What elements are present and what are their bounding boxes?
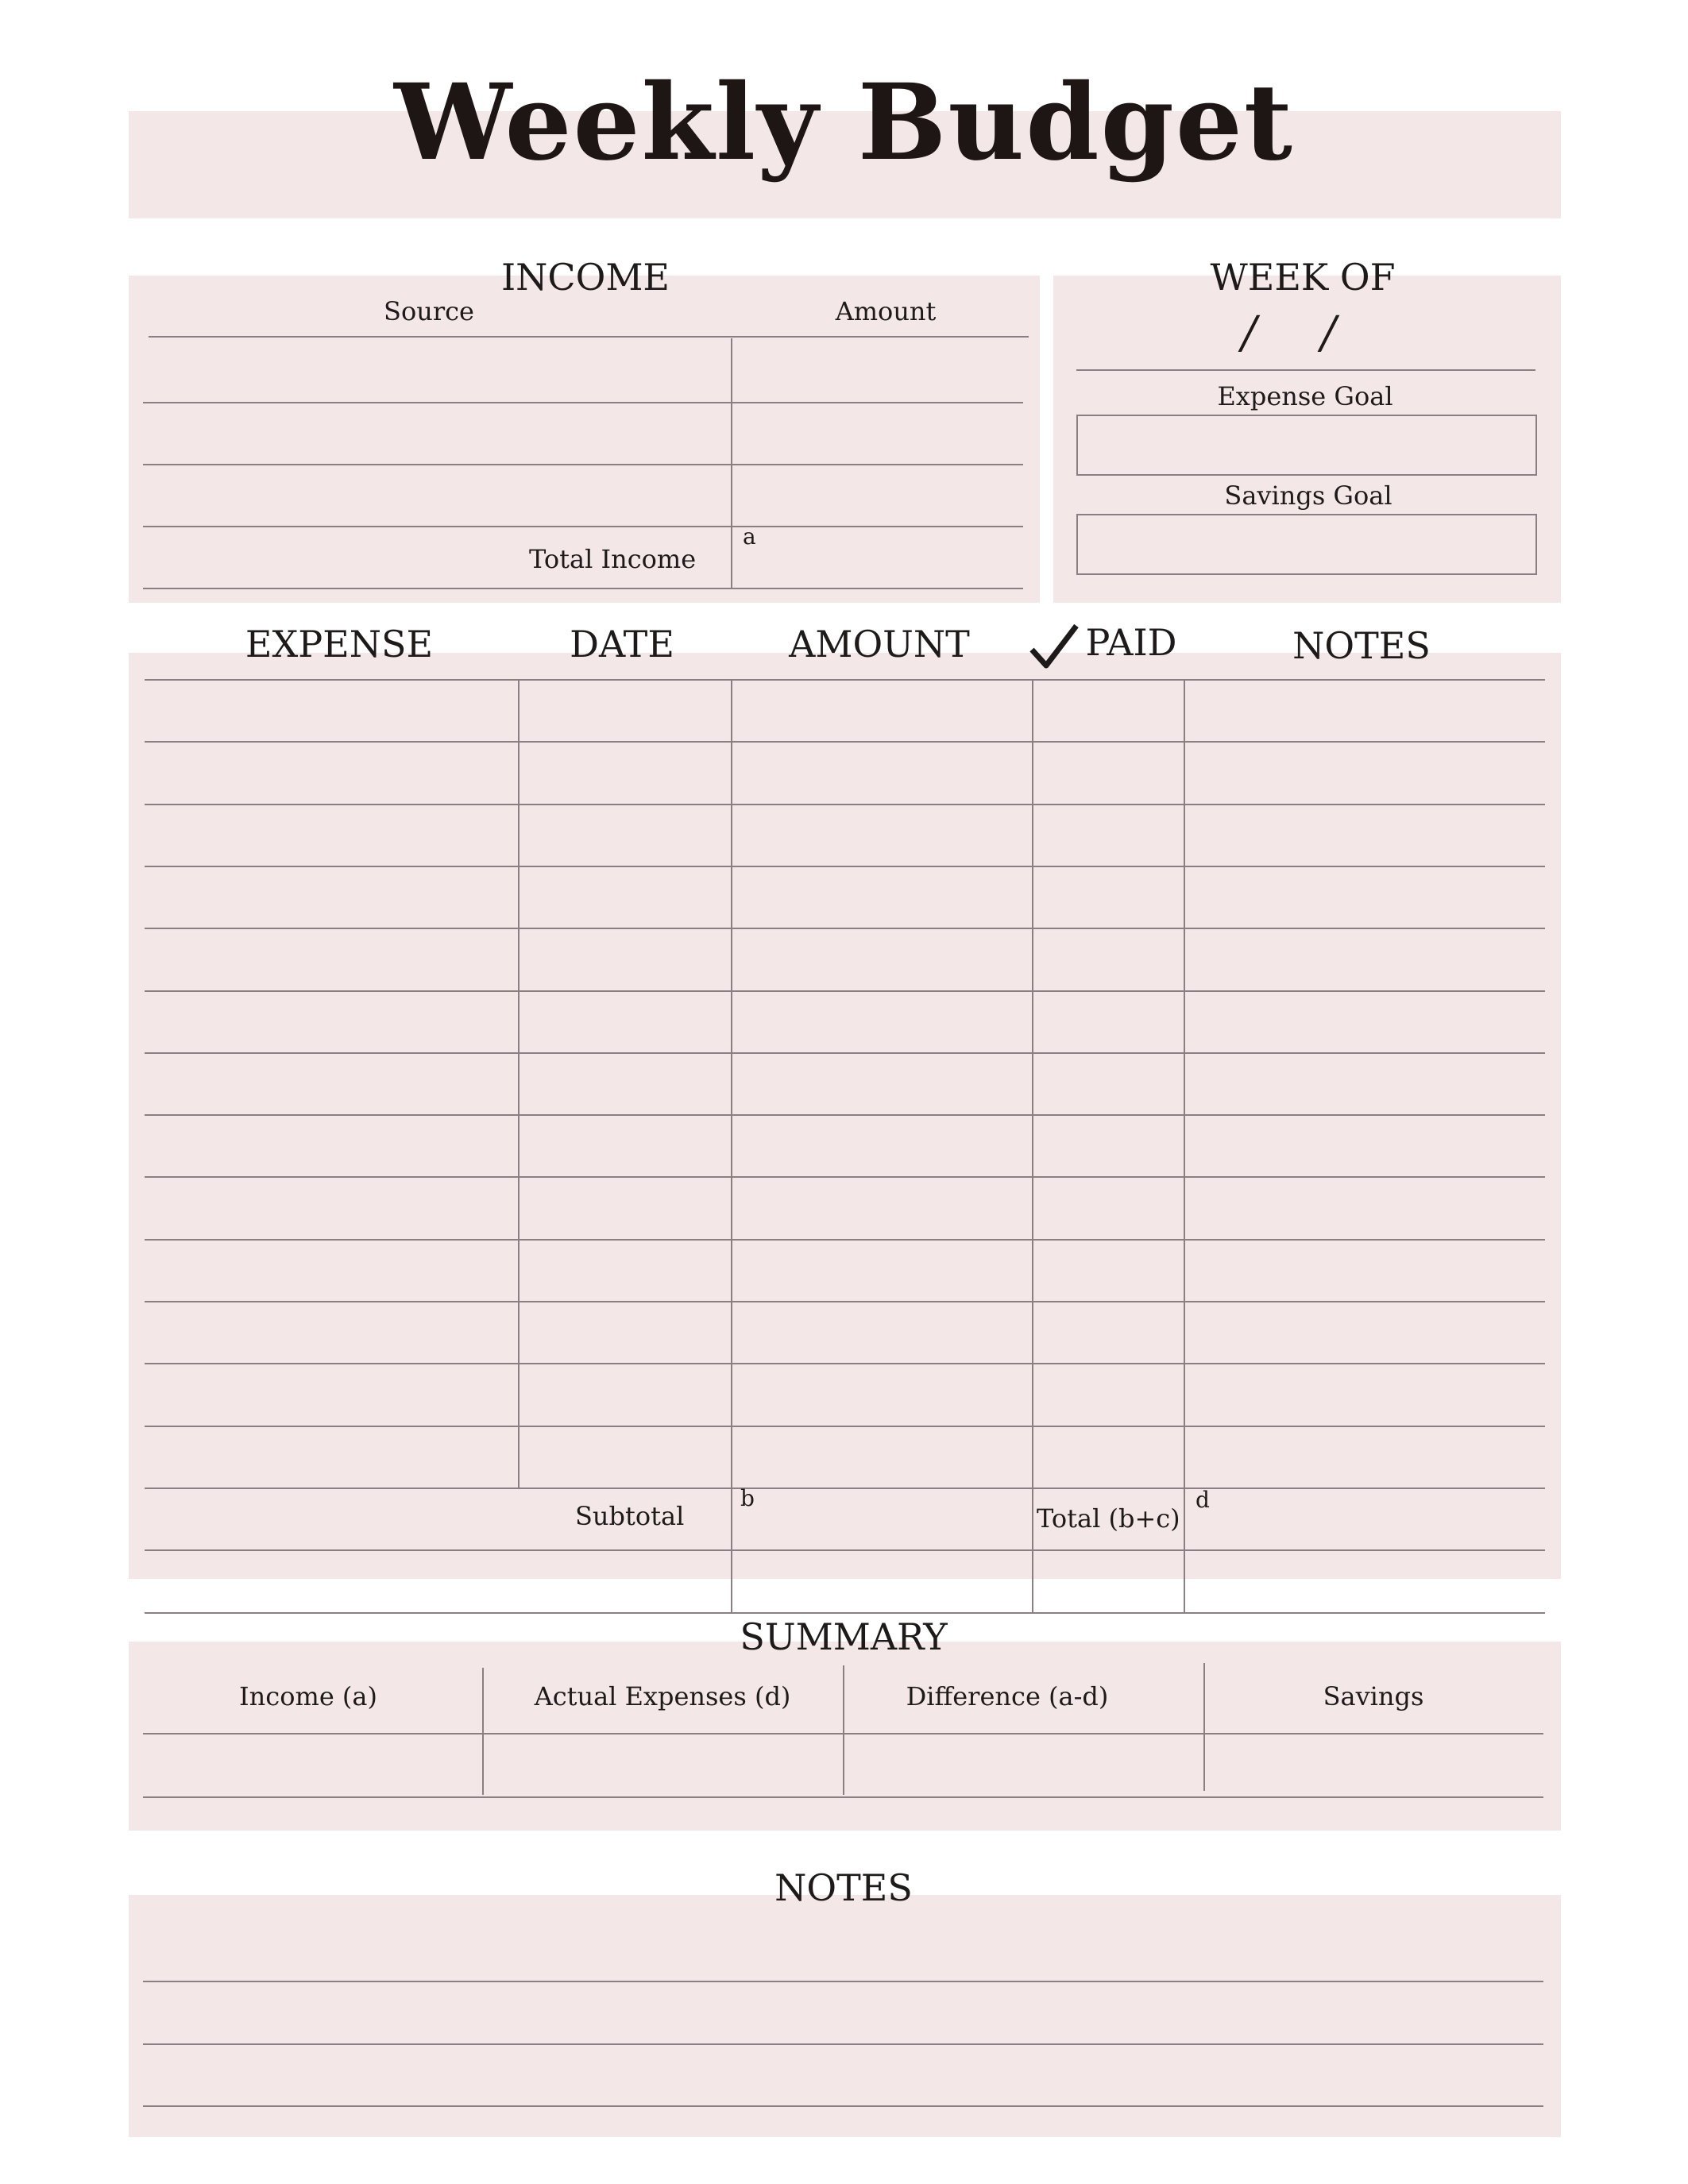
expense-row-line (145, 1363, 1545, 1364)
week-date-rule (1076, 369, 1535, 371)
expense-col-divider (1032, 679, 1033, 1612)
summary-heading: SUMMARY (740, 1615, 948, 1658)
income-row-line (143, 526, 1023, 527)
expense-row-line (145, 1114, 1545, 1116)
expenses-col-expense: EXPENSE (245, 623, 434, 666)
expense-goal-label: Expense Goal (1217, 381, 1393, 411)
income-col-source: Source (384, 296, 474, 326)
summary-header-rule (143, 1733, 1543, 1734)
expense-row-line (145, 866, 1545, 867)
notes-panel (129, 1895, 1561, 2137)
income-total-marker: a (743, 523, 756, 550)
expense-goal-field[interactable] (1076, 415, 1537, 476)
expenses-col-notes: NOTES (1292, 624, 1431, 667)
summary-divider (1203, 1663, 1205, 1791)
expense-row-line (145, 990, 1545, 992)
expenses-col-date: DATE (570, 623, 674, 666)
checkmark-icon (1029, 621, 1080, 681)
income-total-label: Total Income (529, 544, 697, 574)
expenses-subtotal-marker: b (740, 1485, 755, 1511)
expense-row-line (145, 1301, 1545, 1302)
expense-row-line (145, 928, 1545, 929)
income-heading: INCOME (500, 256, 670, 299)
summary-row-rule (143, 1796, 1543, 1798)
summary-col-savings: Savings (1323, 1681, 1424, 1711)
summary-divider (482, 1668, 484, 1795)
summary-divider (843, 1665, 844, 1795)
expenses-subtotal-label: Subtotal (575, 1501, 685, 1531)
week-date-sep-2: / (1321, 307, 1336, 359)
income-row-line (143, 402, 1023, 403)
summary-col-difference: Difference (a-d) (906, 1681, 1109, 1711)
expense-row-line (145, 1176, 1545, 1178)
expenses-col-paid: PAID (1085, 621, 1177, 664)
expenses-total-label: Total (b+c) (1037, 1503, 1180, 1534)
expense-row-line (145, 679, 1545, 681)
expense-row-line (145, 1549, 1545, 1551)
expense-row-line (145, 1488, 1545, 1489)
expense-row-line (145, 1052, 1545, 1054)
notes-line (143, 2043, 1543, 2045)
expense-row-line (145, 741, 1545, 743)
notes-heading: NOTES (774, 1866, 913, 1909)
expense-row-line (145, 1426, 1545, 1427)
summary-panel (129, 1642, 1561, 1831)
expense-col-divider (1184, 679, 1185, 1612)
page-title: Weekly Budget (394, 61, 1294, 184)
expense-col-divider (731, 679, 732, 1612)
week-date-sep-1: / (1242, 307, 1257, 359)
expense-row-line (145, 1239, 1545, 1241)
notes-line (143, 2105, 1543, 2107)
income-row-line (143, 588, 1023, 589)
income-row-line (143, 464, 1023, 465)
expense-col-divider (518, 679, 520, 1488)
expenses-col-amount: AMOUNT (789, 623, 970, 666)
expenses-panel (129, 653, 1561, 1579)
savings-goal-label: Savings Goal (1224, 480, 1393, 511)
notes-line (143, 1981, 1543, 1982)
week-heading: WEEK OF (1210, 256, 1396, 299)
income-header-rule (149, 336, 1029, 338)
income-col-amount: Amount (835, 296, 937, 326)
expenses-total-marker: d (1196, 1487, 1210, 1513)
savings-goal-field[interactable] (1076, 514, 1537, 575)
summary-col-actual: Actual Expenses (d) (534, 1681, 791, 1711)
expense-row-line (145, 804, 1545, 805)
summary-col-income: Income (a) (239, 1681, 377, 1711)
expense-row-line (145, 1612, 1545, 1614)
